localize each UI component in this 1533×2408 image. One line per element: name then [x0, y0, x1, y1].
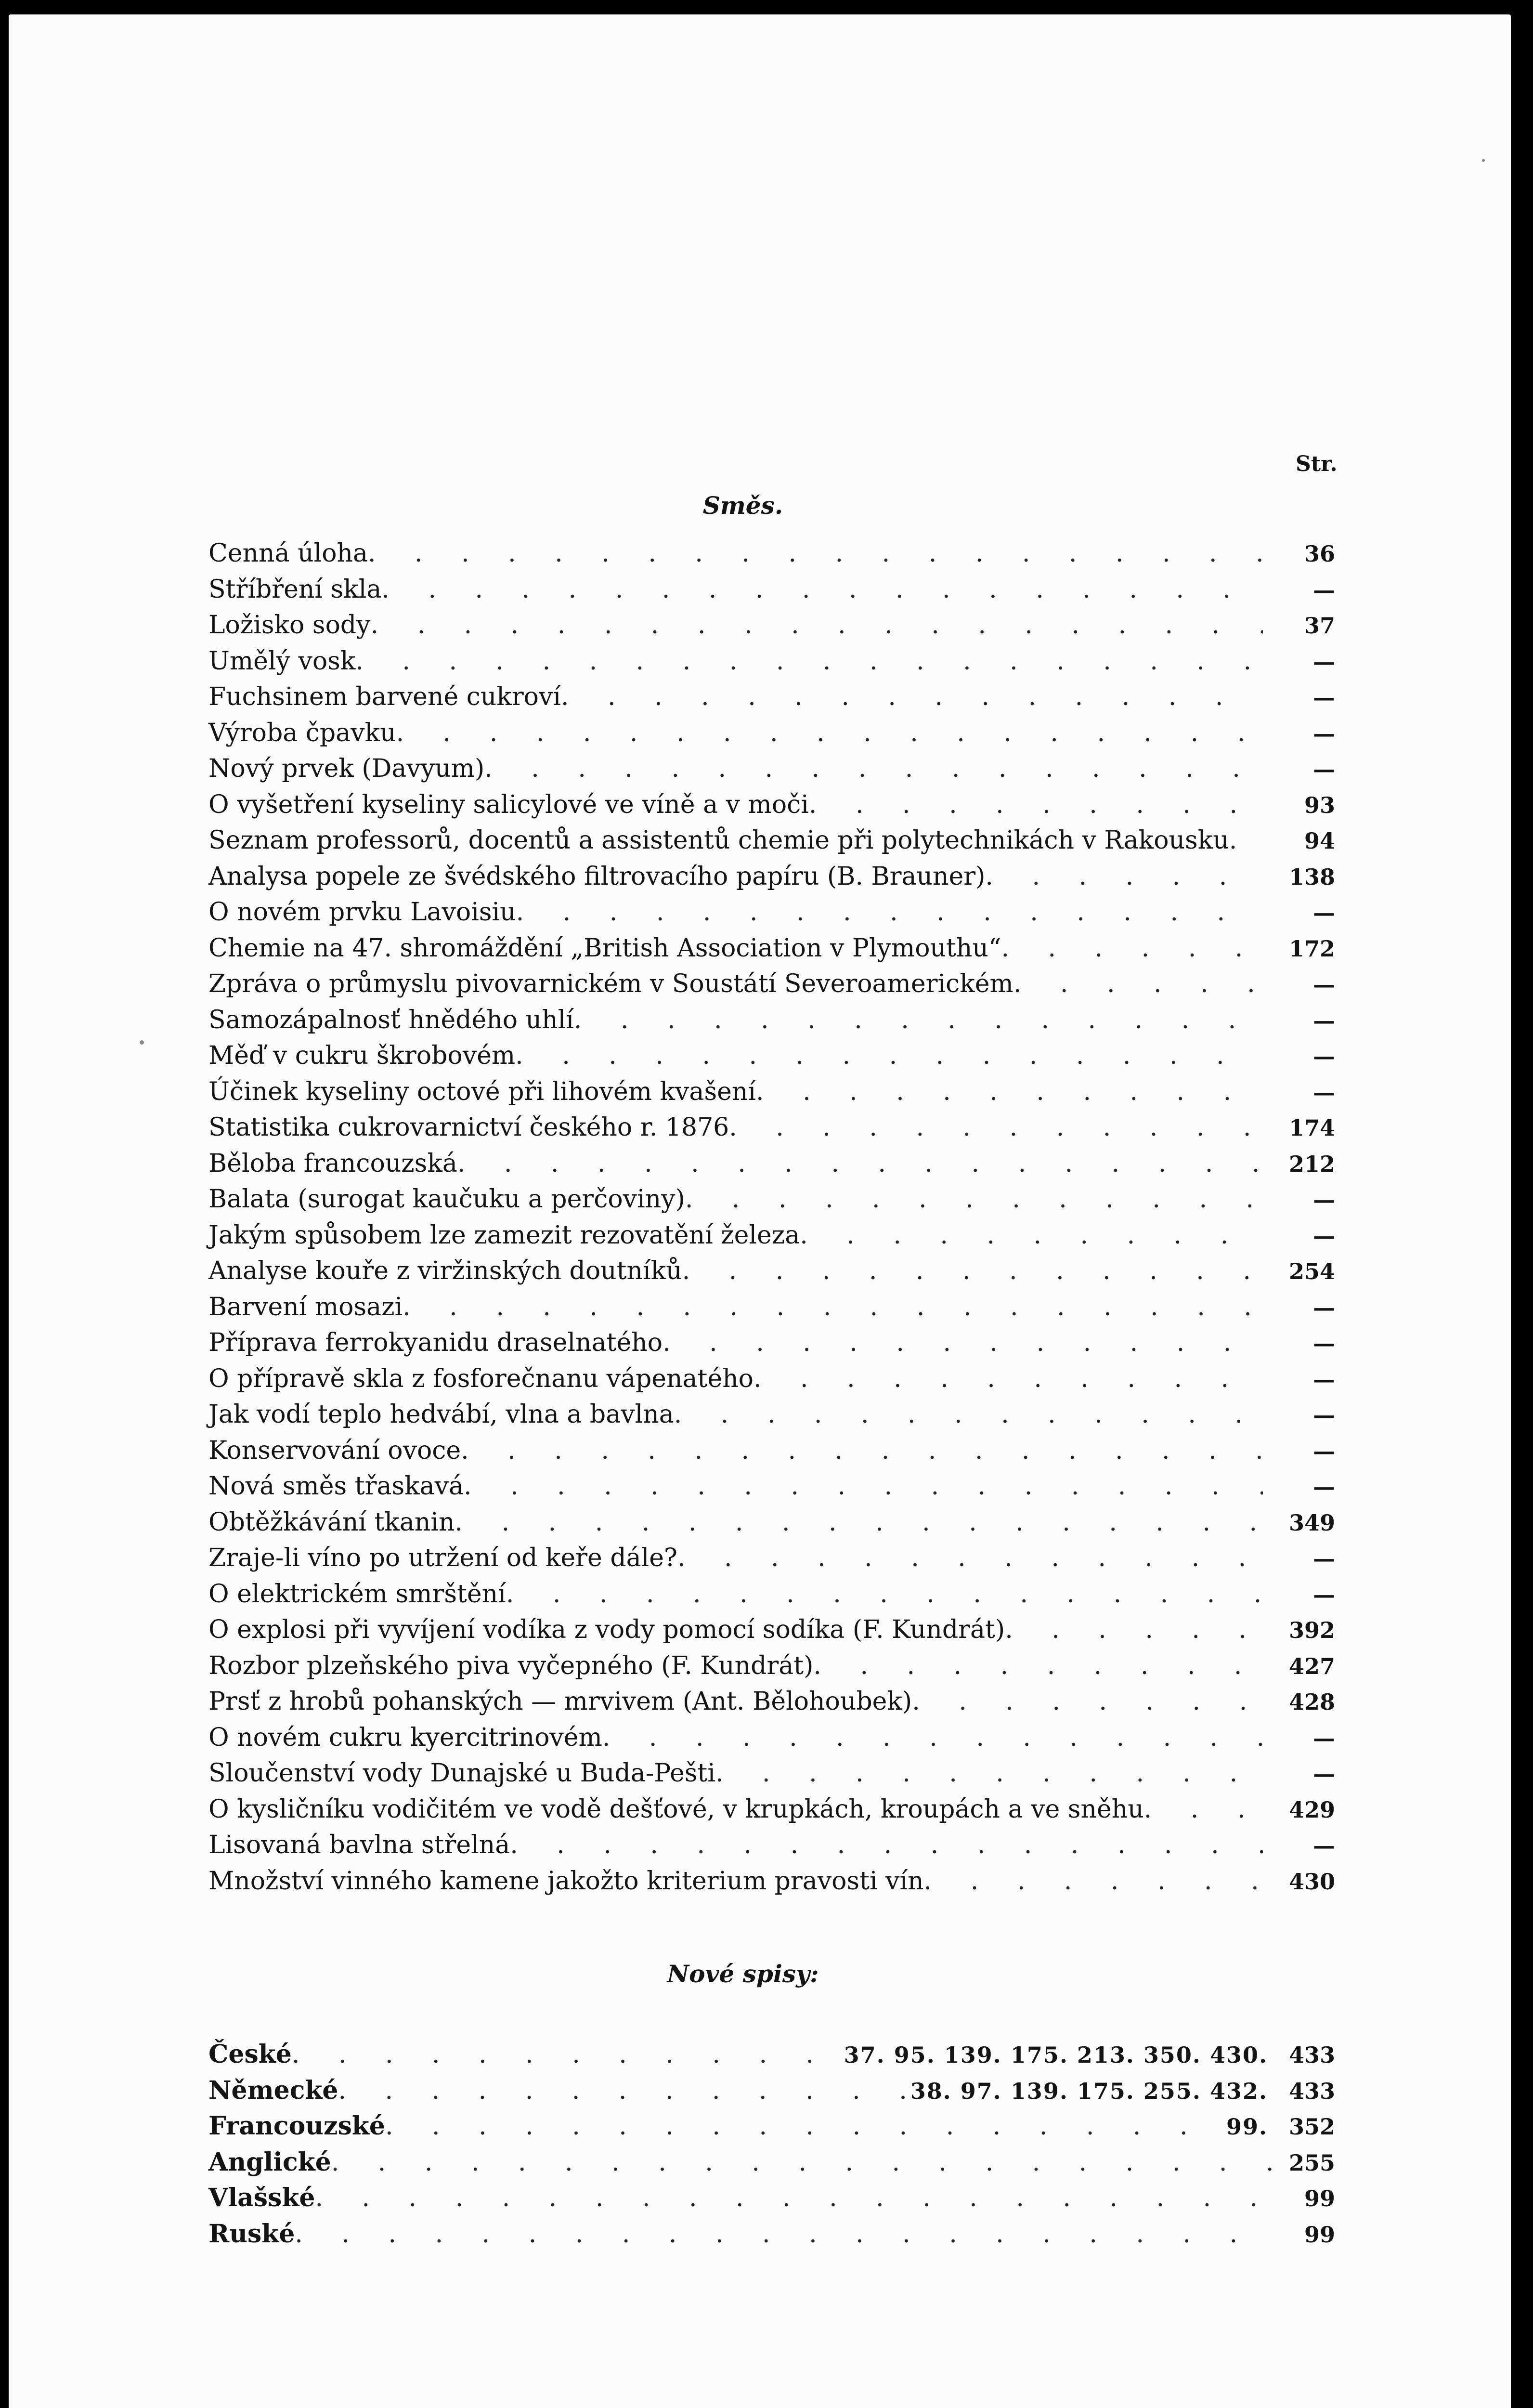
language-page: 99: [1304, 2221, 1335, 2248]
entry-page: —: [1313, 684, 1335, 710]
dot-leader: [315, 2180, 1277, 2216]
toc-entry: [208, 572, 1335, 608]
toc-entry: [208, 1792, 1335, 1828]
dot-leader: [677, 1540, 1263, 1576]
entry-page: 93: [1304, 792, 1335, 818]
language-entry: [208, 2037, 1335, 2073]
toc-entry: [208, 1684, 1335, 1720]
dot-leader: [515, 1038, 1263, 1074]
entry-title: Výroba čpavku: [208, 718, 396, 747]
entry-title: Rozbor plzeňského piva vyčepného (F. Kundrát): [208, 1651, 814, 1680]
dot-leader: [371, 607, 1263, 643]
dot-leader: [464, 1468, 1263, 1505]
toc-entry: [208, 859, 1335, 895]
entry-page: 138: [1288, 864, 1335, 890]
entry-title: Zraje-li víno po utržení od keře dále?: [208, 1544, 677, 1572]
language-name: České: [208, 2040, 292, 2069]
dot-leader: [292, 2037, 844, 2073]
dot-leader: [338, 2073, 910, 2109]
toc-entry: [208, 1720, 1335, 1756]
entry-title: Cenná úloha: [208, 539, 368, 568]
toc-entry: [208, 1074, 1335, 1110]
entry-title: Analysa popele ze švédského filtrovacího papíru (B. Brauner): [208, 862, 986, 891]
entry-title: Jakým spůsobem lze zamezit rezovatění železa: [208, 1220, 800, 1250]
language-refs: 99.: [1226, 2114, 1268, 2140]
entry-title: O elektrickém smrštění: [208, 1579, 506, 1609]
entry-page: —: [1313, 1294, 1335, 1321]
toc-entry: [208, 1540, 1335, 1576]
dot-leader: [754, 1361, 1263, 1397]
dot-leader: [455, 1505, 1263, 1541]
toc-entry: [208, 679, 1335, 715]
dot-leader: [331, 2145, 1277, 2181]
toc-entry: [208, 1217, 1335, 1254]
entry-page: —: [1313, 1402, 1335, 1428]
entry-page: 429: [1288, 1796, 1335, 1823]
toc-entry: [208, 966, 1335, 1002]
entry-list: [208, 536, 1335, 1899]
entry-title: O novém cukru kyercitrinovém: [208, 1723, 602, 1752]
toc-entry: [208, 1110, 1335, 1146]
toc-entry: [208, 536, 1335, 572]
entry-page: —: [1313, 1043, 1335, 1069]
toc-entry: [208, 1468, 1335, 1505]
entry-page: —: [1313, 756, 1335, 782]
dot-leader: [368, 536, 1263, 572]
toc-entry: [208, 1576, 1335, 1612]
entry-title: O kysličníku vodičitém ve vodě dešťové, v krupkách, kroupách a ve sněhu: [208, 1794, 1144, 1824]
entry-title: O vyšetření kyseliny salicylové ve víně a v moči: [208, 790, 809, 819]
language-page: 352: [1288, 2114, 1335, 2140]
entry-title: Statistika cukrovarnictví českého r. 1876: [208, 1113, 729, 1142]
entry-page: 430: [1288, 1868, 1335, 1895]
language-name: Ruské: [208, 2219, 295, 2249]
toc-entry: [208, 1361, 1335, 1397]
page-speck: [1482, 159, 1485, 162]
entry-title: Analyse kouře z viržinských doutníků: [208, 1256, 682, 1285]
entry-page: 174: [1288, 1115, 1335, 1141]
entry-title: Seznam professorů, docentů a assistentů chemie při polytechnikách v Rakousku: [208, 826, 1229, 855]
entry-page: 254: [1288, 1258, 1335, 1284]
entry-page: —: [1313, 1330, 1335, 1356]
language-refs: 37. 95. 139. 175. 213. 350. 430.: [844, 2042, 1268, 2068]
toc-entry: [208, 930, 1335, 967]
language-page: 99: [1304, 2186, 1335, 2212]
page-speck: [140, 1040, 144, 1045]
dot-leader: [561, 679, 1263, 715]
toc-entry: [208, 1612, 1335, 1648]
entry-title: O explosi při vyvíjení vodíka z vody pomocí sodíka (F. Kundrát): [208, 1615, 1005, 1644]
dot-leader: [715, 1755, 1263, 1792]
entry-title: Účinek kyseliny octové při lihovém kvašení: [208, 1077, 756, 1106]
entry-page: —: [1313, 1187, 1335, 1213]
toc-entry: [208, 1755, 1335, 1792]
toc-entry: [208, 607, 1335, 643]
dot-leader: [813, 1648, 1263, 1684]
dot-leader: [809, 787, 1263, 823]
dot-leader: [1229, 823, 1263, 859]
dot-leader: [1144, 1792, 1263, 1828]
entry-title: O přípravě skla z fosforečnanu vápenatého: [208, 1364, 754, 1393]
toc-entry: [208, 715, 1335, 751]
dot-leader: [685, 1181, 1263, 1217]
entry-page: —: [1313, 1366, 1335, 1392]
toc-entry: [208, 1325, 1335, 1361]
toc-entry: [208, 787, 1335, 823]
toc-entry: [208, 1397, 1335, 1433]
dot-leader: [461, 1433, 1263, 1469]
language-entry: [208, 2180, 1335, 2216]
section-title: Směs.: [702, 491, 783, 520]
dot-leader: [385, 2108, 1226, 2145]
language-entry: [208, 2073, 1335, 2109]
entry-page: —: [1313, 1438, 1335, 1464]
entry-page: —: [1313, 1545, 1335, 1571]
dot-leader: [396, 715, 1263, 751]
entry-title: Ložisko sody: [208, 611, 371, 640]
dot-leader: [574, 1002, 1263, 1038]
table-of-contents: [208, 438, 1338, 2252]
toc-entry: [208, 1253, 1335, 1289]
dot-leader: [484, 751, 1263, 787]
language-entry: [208, 2145, 1335, 2181]
entry-title: Množství vinného kamene jakožto kriterium pravosti vín: [208, 1866, 924, 1896]
dot-leader: [1001, 930, 1263, 967]
entry-title: Nový prvek (Davyum): [208, 754, 485, 783]
dot-leader: [457, 1146, 1263, 1182]
toc-entry: [208, 1181, 1335, 1217]
entry-title: O novém prvku Lavoisiu: [208, 898, 516, 927]
nove-spisy-title: Nové spisy:: [667, 1960, 819, 1988]
dot-leader: [1013, 966, 1263, 1002]
page-column-label: Str.: [1296, 452, 1338, 476]
toc-entry: [208, 1433, 1335, 1469]
entry-page: —: [1313, 971, 1335, 997]
dot-leader: [729, 1110, 1263, 1146]
toc-entry: [208, 894, 1335, 930]
toc-entry: [208, 643, 1335, 680]
entry-title: Samozápalnosť hnědého uhlí: [208, 1005, 574, 1034]
language-list: [208, 2037, 1335, 2252]
language-page: 255: [1288, 2149, 1335, 2176]
dot-leader: [506, 1576, 1263, 1612]
toc-entry: [208, 1505, 1335, 1541]
entry-page: —: [1313, 1222, 1335, 1249]
entry-page: 37: [1304, 613, 1335, 639]
toc-entry: [208, 751, 1335, 787]
entry-title: Obtěžkávání tkanin: [208, 1507, 455, 1537]
dot-leader: [924, 1863, 1263, 1899]
toc-entry: [208, 1648, 1335, 1684]
dot-leader: [381, 572, 1263, 608]
dot-leader: [912, 1684, 1263, 1720]
entry-title: Lisovaná bavlna střelná: [208, 1831, 510, 1859]
entry-page: 349: [1288, 1509, 1335, 1536]
entry-title: Fuchsinem barvené cukroví: [208, 682, 561, 711]
toc-entry: [208, 1863, 1335, 1899]
entry-title: Prsť z hrobů pohanských — mrvivem (Ant. Bělohoubek): [208, 1687, 912, 1716]
dot-leader: [985, 859, 1263, 895]
entry-page: —: [1313, 900, 1335, 926]
entry-title: Běloba francouzská: [208, 1149, 457, 1178]
entry-page: —: [1313, 1581, 1335, 1608]
dot-leader: [756, 1074, 1263, 1110]
toc-entry: [208, 823, 1335, 859]
entry-title: Zpráva o průmyslu pivovarnickém v Soustátí Severoamerickém: [208, 969, 1013, 998]
language-refs: 38. 97. 139. 175. 255. 432.: [910, 2078, 1268, 2104]
dot-leader: [602, 1720, 1263, 1756]
entry-page: —: [1313, 720, 1335, 746]
document-page: [9, 14, 1511, 2408]
dot-leader: [355, 643, 1263, 680]
entry-page: —: [1313, 576, 1335, 603]
language-name: Vlašské: [208, 2183, 315, 2212]
entry-title: Sloučenství vody Dunajské u Buda-Pešti: [208, 1759, 715, 1788]
entry-title: Konservování ovoce: [208, 1436, 461, 1465]
entry-page: —: [1313, 1474, 1335, 1500]
entry-page: —: [1313, 648, 1335, 675]
entry-title: Umělý vosk: [208, 646, 356, 676]
entry-title: Chemie na 47. shromáždění „British Association v Plymouthu“: [208, 933, 1001, 963]
toc-entry: [208, 1038, 1335, 1074]
language-name: Anglické: [208, 2147, 331, 2177]
entry-page: —: [1313, 1725, 1335, 1751]
dot-leader: [663, 1325, 1263, 1361]
language-entry: [208, 2216, 1335, 2252]
language-name: Německé: [208, 2075, 338, 2105]
dot-leader: [1005, 1612, 1263, 1648]
dot-leader: [403, 1289, 1263, 1325]
dot-leader: [674, 1397, 1263, 1433]
entry-title: Balata (surogat kaučuku a perčoviny): [208, 1185, 685, 1214]
dot-leader: [516, 894, 1263, 930]
dot-leader: [682, 1253, 1263, 1289]
entry-page: 36: [1304, 541, 1335, 567]
entry-page: —: [1313, 1079, 1335, 1105]
entry-page: 427: [1288, 1653, 1335, 1679]
entry-page: 212: [1288, 1151, 1335, 1177]
language-name: Francouzské: [208, 2111, 385, 2141]
entry-title: Barvení mosazi: [208, 1292, 403, 1322]
toc-entry: [208, 1289, 1335, 1325]
entry-page: 428: [1288, 1689, 1335, 1715]
entry-title: Stříbření skla: [208, 575, 382, 604]
language-entry: [208, 2108, 1335, 2145]
toc-entry: [208, 1002, 1335, 1038]
entry-title: Nová směs třaskavá: [208, 1472, 464, 1501]
toc-entry: [208, 1146, 1335, 1182]
dot-leader: [295, 2216, 1277, 2252]
entry-page: —: [1313, 1007, 1335, 1034]
toc-entry: [208, 1827, 1335, 1863]
entry-title: Měď v cukru škrobovém: [208, 1041, 516, 1070]
entry-title: Příprava ferrokyanidu draselnatého: [208, 1328, 663, 1357]
language-page: 433: [1288, 2042, 1335, 2068]
language-page: 433: [1288, 2078, 1335, 2104]
entry-page: —: [1313, 1761, 1335, 1787]
entry-title: Jak vodí teplo hedvábí, vlna a bavlna: [208, 1400, 674, 1429]
entry-page: —: [1313, 1832, 1335, 1858]
dot-leader: [800, 1217, 1263, 1254]
dot-leader: [510, 1827, 1263, 1863]
entry-page: 94: [1304, 828, 1335, 854]
entry-page: 172: [1288, 935, 1335, 962]
entry-page: 392: [1288, 1617, 1335, 1643]
